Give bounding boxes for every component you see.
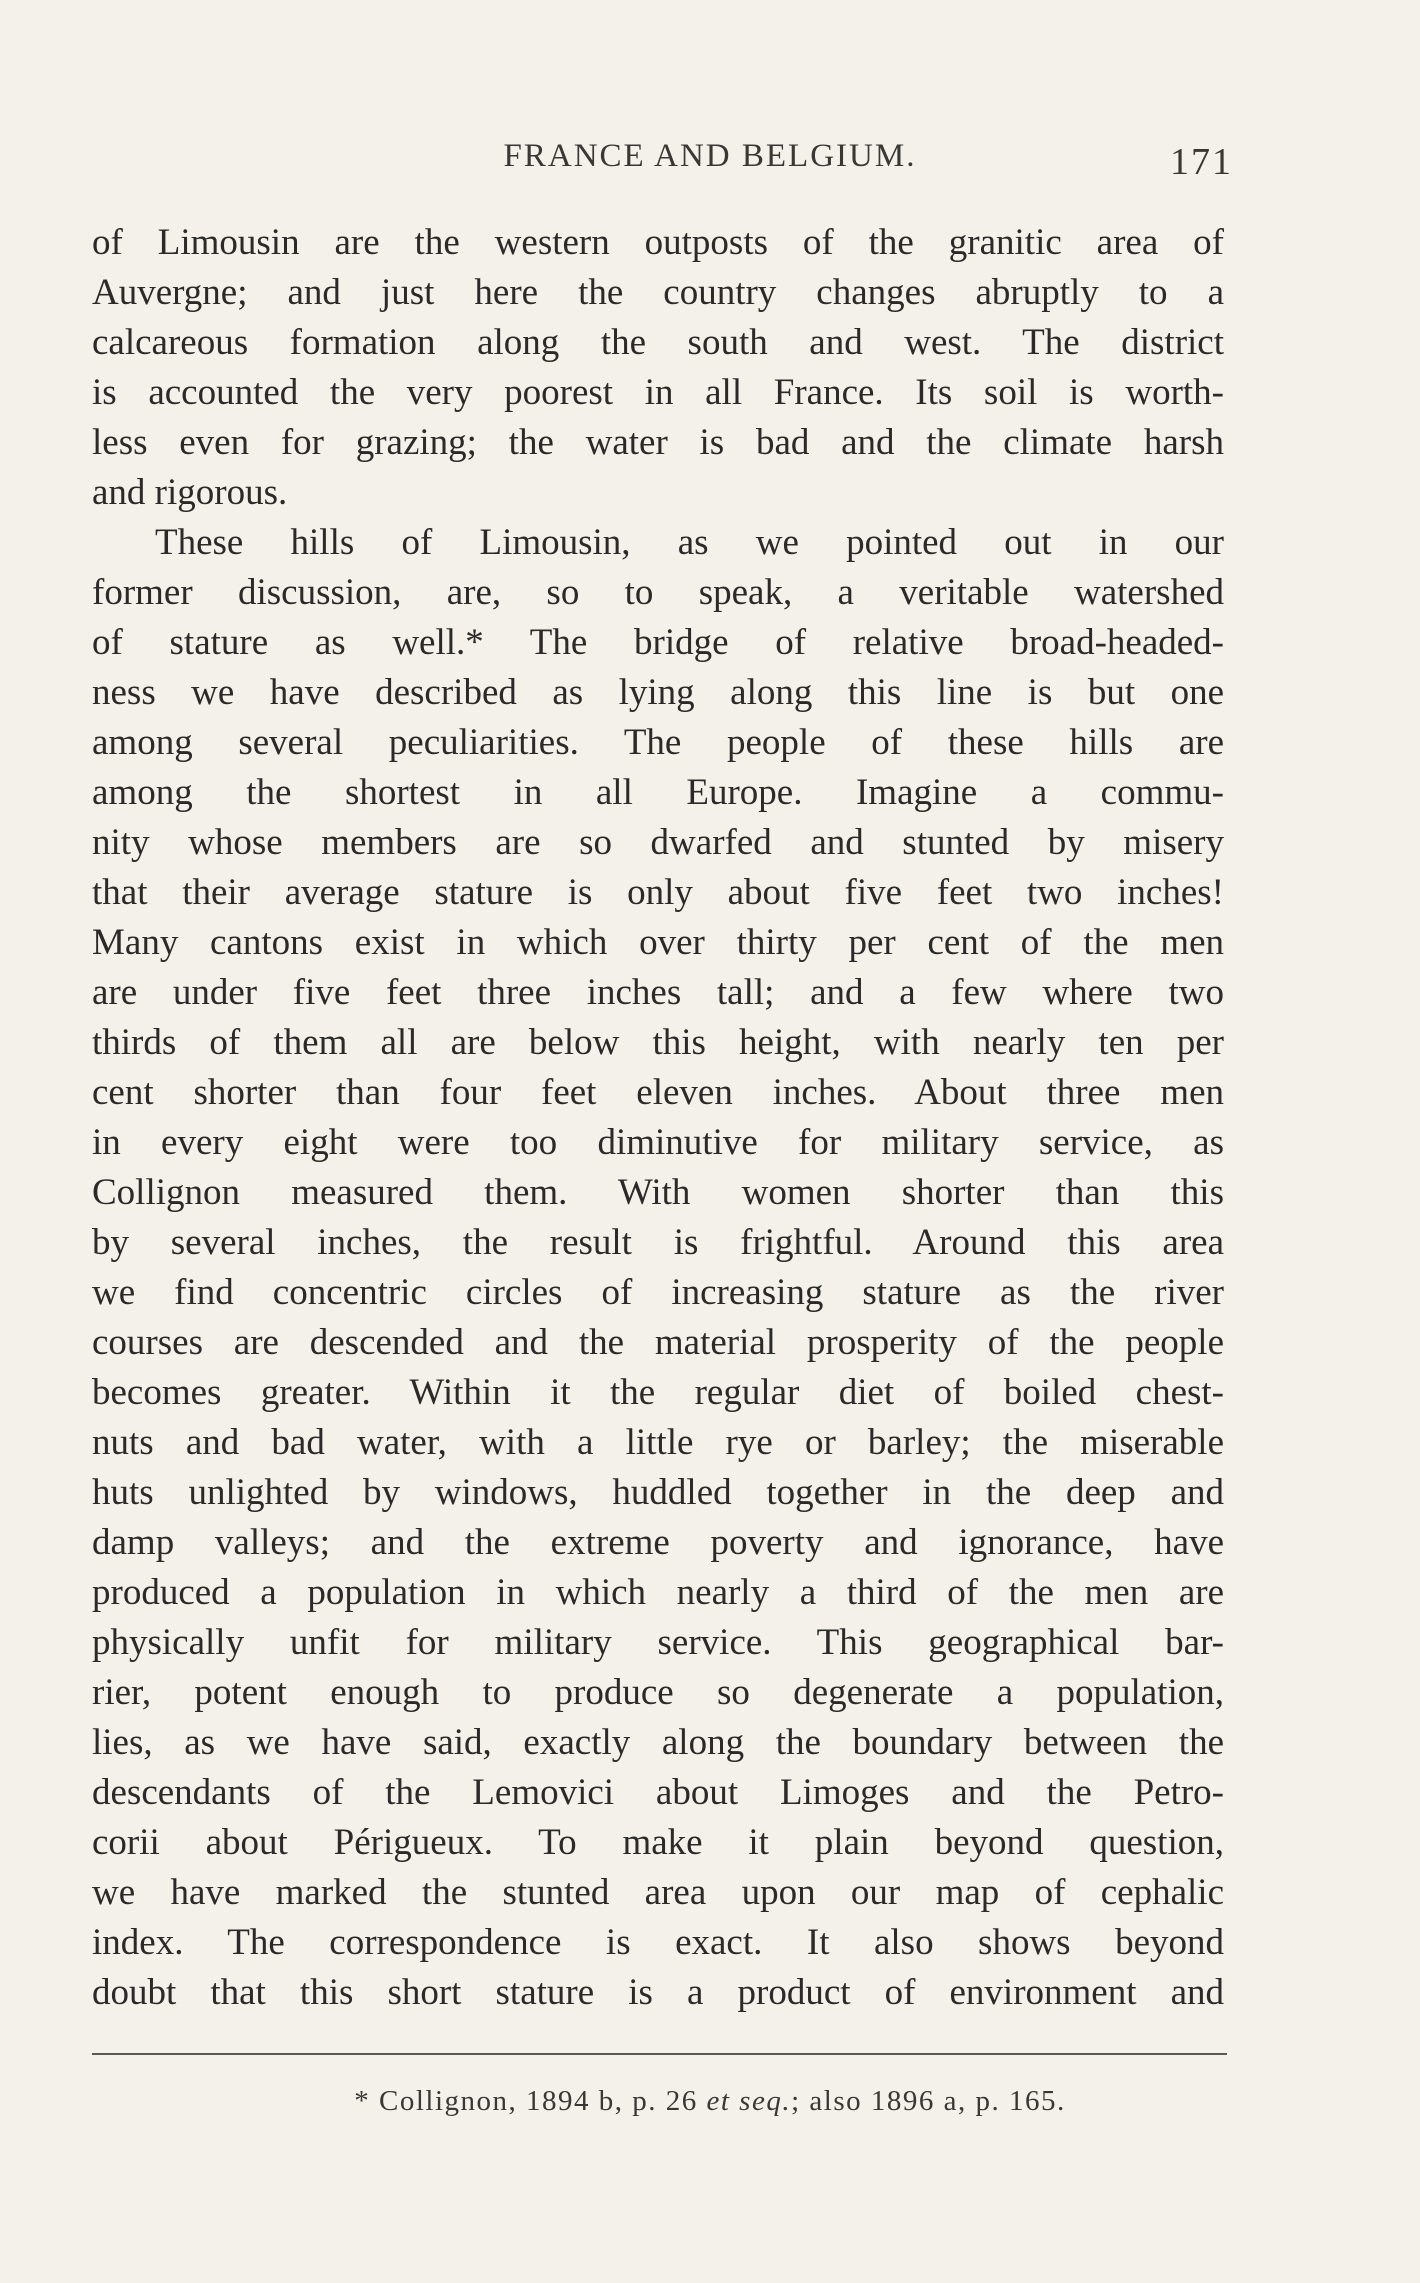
text-line: index. The correspondence is exact. It also shows beyond: [92, 1922, 1224, 1963]
text-line: doubt that this short stature is a product of environment and: [92, 1972, 1224, 2013]
text-line: These hills of Limousin, as we pointed out in our: [155, 522, 1224, 563]
text-line: among the shortest in all Europe. Imagine a commu-: [92, 772, 1224, 813]
footnote-italic: et seq.: [706, 2085, 792, 2117]
text-line: we find concentric circles of increasing stature as the river: [92, 1272, 1224, 1313]
text-line: Auvergne; and just here the country changes abruptly to a: [92, 272, 1224, 313]
text-line: is accounted the very poorest in all France. Its soil is worth-: [92, 372, 1224, 413]
text-line: nity whose members are so dwarfed and stunted by misery: [92, 822, 1224, 863]
body-text: [92, 218, 1224, 2018]
text-line: thirds of them all are below this height, with nearly ten per: [92, 1022, 1224, 1063]
text-line: Collignon measured them. With women shorter than this: [92, 1172, 1224, 1213]
text-line: among several peculiarities. The people of these hills are: [92, 722, 1224, 763]
text-line: courses are descended and the material prosperity of the people: [92, 1322, 1224, 1363]
footnote: [0, 2085, 1420, 2118]
text-line: less even for grazing; the water is bad and the climate harsh: [92, 422, 1224, 463]
text-line: of Limousin are the western outposts of the granitic area of: [92, 222, 1224, 263]
running-head: FRANCE AND BELGIUM.: [503, 138, 917, 174]
text-line: calcareous formation along the south and west. The district: [92, 322, 1224, 363]
text-line: by several inches, the result is frightful. Around this area: [92, 1222, 1224, 1263]
text-line: huts unlighted by windows, huddled together in the deep and: [92, 1472, 1224, 1513]
text-line: former discussion, are, so to speak, a veritable watershed: [92, 572, 1224, 613]
footnote-text: * Collignon, 1894 b, p. 26: [354, 2085, 707, 2117]
text-line: produced a population in which nearly a third of the men are: [92, 1572, 1224, 1613]
footnote-divider: [92, 2053, 1227, 2055]
text-line: lies, as we have said, exactly along the boundary between the: [92, 1722, 1224, 1763]
text-line: and rigorous.: [92, 472, 288, 513]
text-line: in every eight were too diminutive for military service, as: [92, 1122, 1224, 1163]
text-line: cent shorter than four feet eleven inches. About three men: [92, 1072, 1224, 1113]
text-line: ness we have described as lying along this line is but one: [92, 672, 1224, 713]
text-line: Many cantons exist in which over thirty per cent of the men: [92, 922, 1224, 963]
text-line: descendants of the Lemovici about Limoges and the Petro-: [92, 1772, 1224, 1813]
footnote-text-end: ; also 1896 a, p. 165.: [791, 2085, 1066, 2117]
text-line: nuts and bad water, with a little rye or barley; the miserable: [92, 1422, 1224, 1463]
text-line: corii about Périgueux. To make it plain beyond question,: [92, 1822, 1224, 1863]
text-line: damp valleys; and the extreme poverty and ignorance, have: [92, 1522, 1224, 1563]
text-line: becomes greater. Within it the regular diet of boiled chest-: [92, 1372, 1224, 1413]
text-line: of stature as well.* The bridge of relative broad-headed-: [92, 622, 1224, 663]
text-line: rier, potent enough to produce so degenerate a population,: [92, 1672, 1224, 1713]
text-line: physically unfit for military service. This geographical bar-: [92, 1622, 1224, 1663]
page-number: 171: [1170, 141, 1233, 183]
text-line: we have marked the stunted area upon our map of cephalic: [92, 1872, 1224, 1913]
text-line: are under five feet three inches tall; and a few where two: [92, 972, 1224, 1013]
text-line: that their average stature is only about five feet two inches!: [92, 872, 1224, 913]
